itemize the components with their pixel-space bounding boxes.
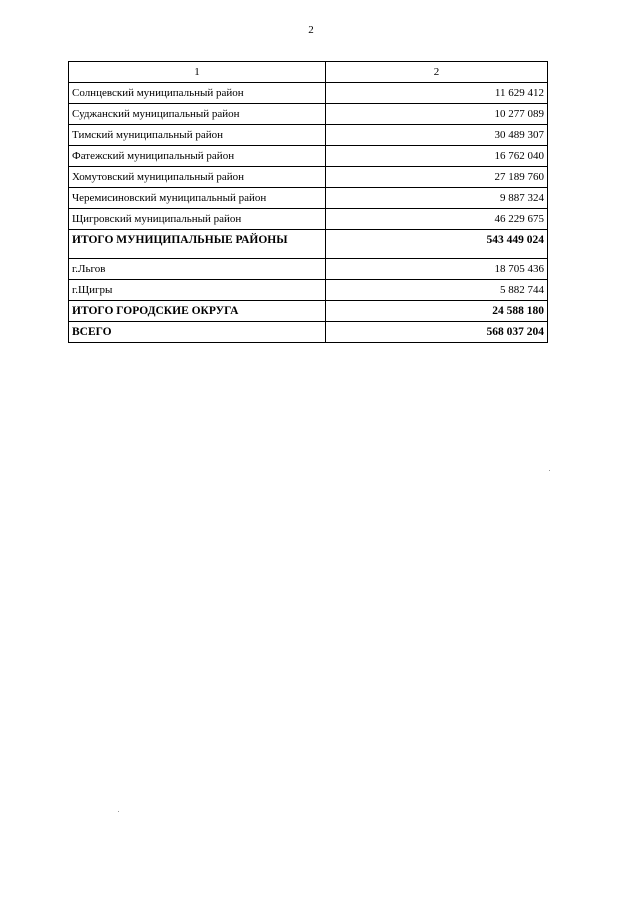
district-name: Солнцевский муниципальный район — [69, 83, 326, 104]
district-name: Хомутовский муниципальный район — [69, 167, 326, 188]
district-name: Черемисиновский муниципальный район — [69, 188, 326, 209]
page-number: 2 — [308, 24, 314, 36]
column-header-1: 1 — [69, 62, 326, 83]
column-header-2: 2 — [326, 62, 548, 83]
city-value: 5 882 744 — [326, 280, 548, 301]
table-header-row — [69, 62, 548, 83]
district-name: Фатежский муниципальный район — [69, 146, 326, 167]
budget-table — [68, 61, 548, 343]
city-name: г.Льгов — [69, 259, 326, 280]
table-row — [69, 83, 548, 104]
district-value: 11 629 412 — [326, 83, 548, 104]
total-districts-row — [69, 230, 548, 259]
city-name: г.Щигры — [69, 280, 326, 301]
district-value: 9 887 324 — [326, 188, 548, 209]
district-value: 46 229 675 — [326, 209, 548, 230]
table-row — [69, 259, 548, 280]
total-cities-value: 24 588 180 — [326, 301, 548, 322]
city-value: 18 705 436 — [326, 259, 548, 280]
grand-total-row — [69, 322, 548, 343]
scan-speck — [118, 811, 119, 812]
grand-total-value: 568 037 204 — [326, 322, 548, 343]
district-name: Тимский муниципальный район — [69, 125, 326, 146]
district-value: 30 489 307 — [326, 125, 548, 146]
table-row — [69, 280, 548, 301]
table-row — [69, 209, 548, 230]
total-cities-label: ИТОГО ГОРОДСКИЕ ОКРУГА — [69, 301, 326, 322]
district-value: 10 277 089 — [326, 104, 548, 125]
grand-total-label: ВСЕГО — [69, 322, 326, 343]
district-value: 27 189 760 — [326, 167, 548, 188]
table-row — [69, 104, 548, 125]
total-cities-row — [69, 301, 548, 322]
district-name: Суджанский муниципальный район — [69, 104, 326, 125]
table-row — [69, 167, 548, 188]
district-value: 16 762 040 — [326, 146, 548, 167]
table-row — [69, 125, 548, 146]
table-row — [69, 146, 548, 167]
table-row — [69, 188, 548, 209]
total-districts-value: 543 449 024 — [326, 230, 548, 259]
total-districts-label: ИТОГО МУНИЦИПАЛЬНЫЕ РАЙОНЫ — [69, 230, 326, 259]
district-name: Щигровский муниципальный район — [69, 209, 326, 230]
scan-speck — [549, 470, 550, 471]
